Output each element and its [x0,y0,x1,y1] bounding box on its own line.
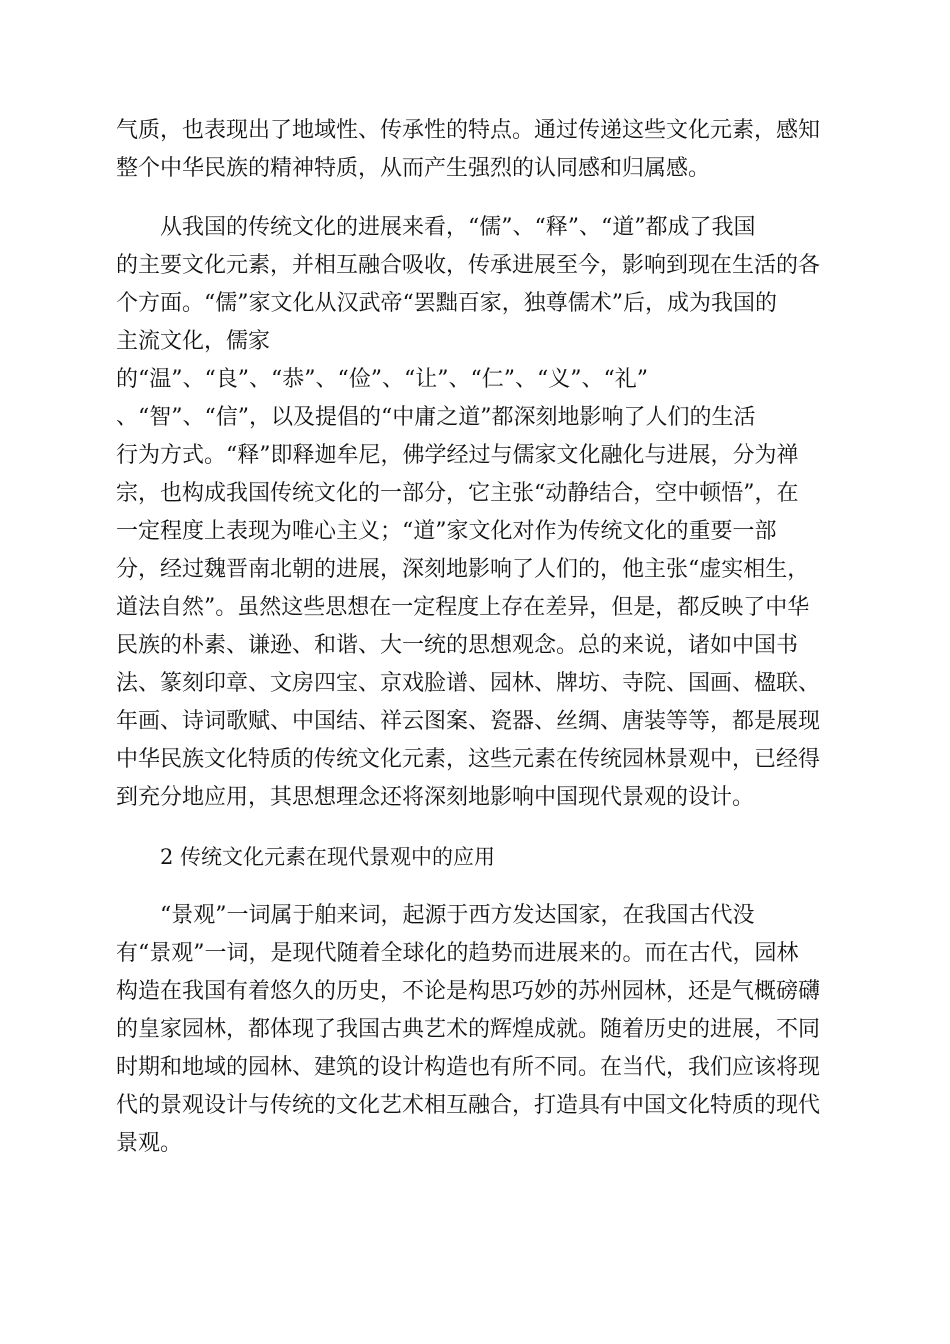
text-line: 、“智”、“信”，以及提倡的“中庸之道”都深刻地影响了人们的生活 [116,405,756,430]
paragraph [116,209,832,817]
text-line: 主流文化，儒家 [116,329,271,354]
paragraph-spacer [116,817,832,838]
text-line: 分，经过魏晋南北朝的进展，深刻地影响了人们的，他主张“虚实相生， [116,557,810,582]
text-line: 个方面。“儒”家文化从汉武帝“罢黜百家，独尊儒术”后，成为我国的 [116,291,777,316]
text-line: 年画、诗词歌赋、中国结、祥云图案、瓷器、丝绸、唐装等等，都是展现 [116,709,821,734]
text-line: 道法自然”。虽然这些思想在一定程度上存在差异，但是，都反映了中华 [116,595,810,620]
text-line: 整个中华民族的精神特质，从而产生强烈的认同感和归属感。 [116,156,711,181]
text-line: 气质，也表现出了地域性、传承性的特点。通过传递这些文化元素，感知 [116,118,821,143]
paragraph [116,112,832,188]
text-line: 时期和地域的园林、建筑的设计构造也有所不同。在当代，我们应该将现 [116,1055,821,1080]
text-line: 行为方式。“释”即释迦牟尼，佛学经过与儒家文化融化与进展，分为禅 [116,443,799,468]
text-line: 民族的朴素、谦逊、和谐、大一统的思想观念。总的来说，诸如中国书 [116,633,799,658]
text-line: 有“景观”一词，是现代随着全球化的趋势而进展来的。而在古代，园林 [116,941,799,966]
document-body [116,112,832,1163]
text-line: 景观。 [116,1131,183,1156]
text-line: 的“温”、“良”、“恭”、“俭”、“让”、“仁”、“义”、“礼” [116,367,648,392]
text-line: 从我国的传统文化的进展来看，“儒”、“释”、“道”都成了我国 [160,215,756,240]
paragraph [116,897,832,1163]
section-heading: 2 传统文化元素在现代景观中的应用 [160,845,496,869]
text-line: 一定程度上表现为唯心主义；“道”家文化对作为传统文化的重要一部 [116,519,777,544]
text-line: 到充分地应用，其思想理念还将深刻地影响中国现代景观的设计。 [116,785,755,810]
paragraph-spacer [116,876,832,897]
text-line: 代的景观设计与传统的文化艺术相互融合，打造具有中国文化特质的现代 [116,1093,821,1118]
text-line: 的主要文化元素，并相互融合吸收，传承进展至今，影响到现在生活的各 [116,253,821,278]
text-line: 中华民族文化特质的传统文化元素，这些元素在传统园林景观中，已经得 [116,747,821,772]
text-line: 法、篆刻印章、文房四宝、京戏脸谱、园林、牌坊、寺院、国画、楹联、 [116,671,821,696]
text-line: “景观”一词属于舶来词，起源于西方发达国家，在我国古代没 [160,903,755,928]
text-line: 的皇家园林，都体现了我国古典艺术的辉煌成就。随着历史的进展，不同 [116,1017,821,1042]
text-line: 宗，也构成我国传统文化的一部分，它主张“动静结合，空中顿悟”，在 [116,481,799,506]
paragraph-spacer [116,188,832,209]
text-line: 构造在我国有着悠久的历史，不论是构思巧妙的苏州园林，还是气概磅礴 [116,979,821,1004]
